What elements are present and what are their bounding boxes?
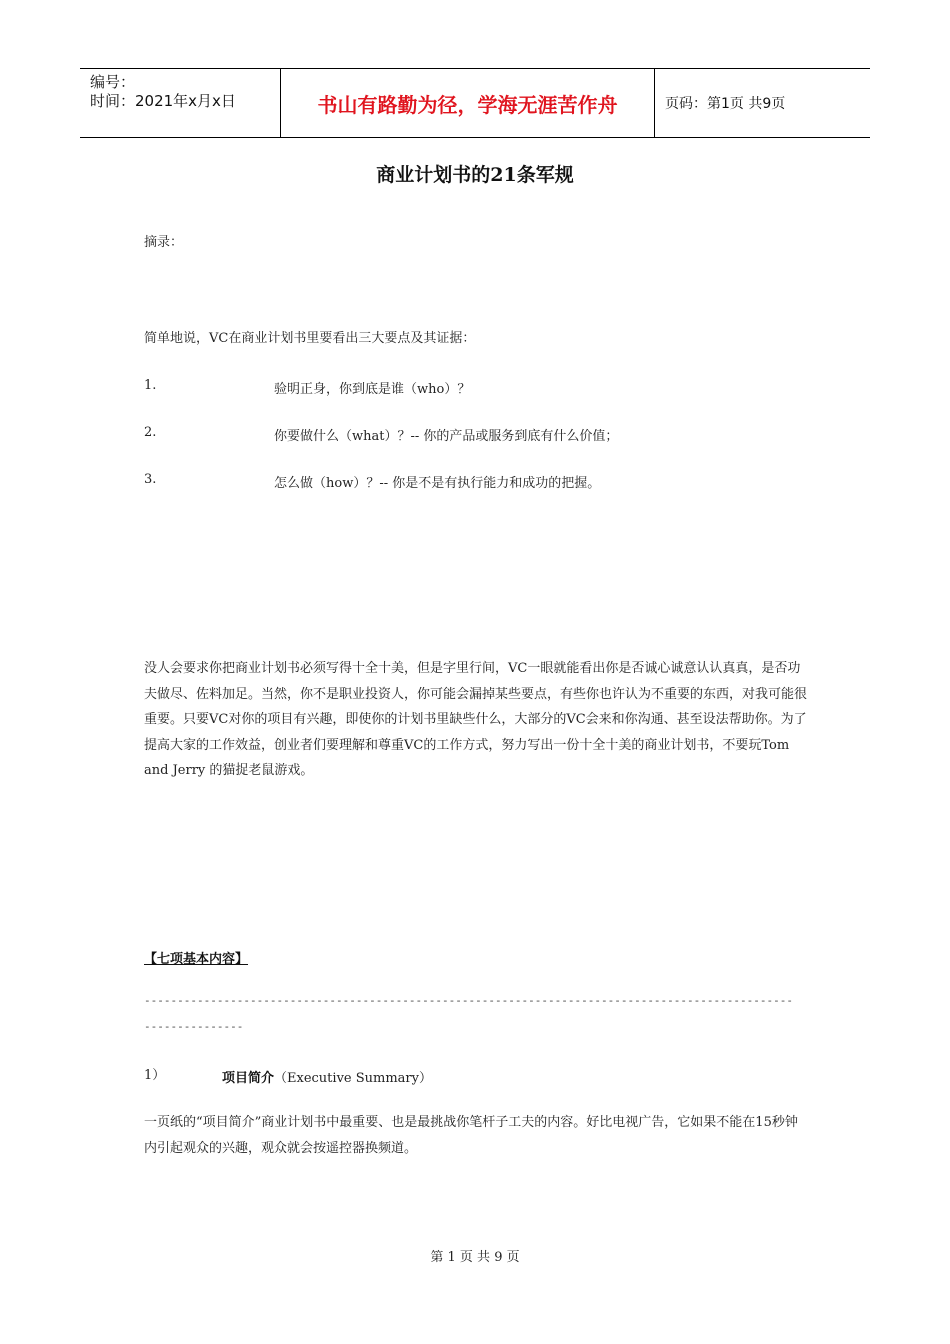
- section1-title-en: （Executive Summary）: [274, 1071, 432, 1086]
- intro-text: 简单地说，VC在商业计划书里要看出三大要点及其证据：: [144, 331, 476, 346]
- point-text: 你要做什么（what）？-- 你的产品或服务到底有什么价值；: [274, 429, 619, 444]
- section1-heading: [222, 1067, 432, 1086]
- section1-body: 一页纸的“项目简介”商业计划书中最重要、也是最挑战你笔杆子工夫的内容。好比电视广告，它如果不能在15秒钟内引起观众的兴趣，观众就会按遥控器换频道。: [144, 1115, 798, 1156]
- point-number: 2.: [144, 425, 157, 440]
- body-paragraph: 没人会要求你把商业计划书必须写得十全十美，但是字里行间，VC一眼就能看出你是否诚心诚意认认真真，是否功夫做尽、佐料加足。当然，你不是职业投资人，你可能会漏掉某些要点，有些你也许认为不重要的东西，对我可能很重要。只要VC对你的项目有兴趣，即使你的计划书里缺些什么，大部分的VC会来和你沟通、甚至设法帮助你。为了提高大家的工作效益，创业者们要理解和尊重VC的工作方式，努力写出一份十全十美的商业计划书，不要玩Tom and Jerry 的猫捉老鼠游戏。: [144, 661, 808, 778]
- time-label: 时间：2021年x月x日: [90, 92, 236, 110]
- dash-divider-tail: ---------------: [144, 1020, 244, 1033]
- excerpt-label: 摘录：: [144, 235, 184, 250]
- document-title: 商业计划书的21条军规: [376, 164, 574, 186]
- section1-title: 项目简介: [222, 1071, 275, 1086]
- number-label: 编号：: [90, 73, 136, 91]
- point-text: 验明正身，你到底是谁（who）？: [274, 382, 471, 397]
- section-heading: 【七项基本内容】: [144, 952, 249, 967]
- page-footer: 第 1 页 共 9 页: [430, 1250, 520, 1265]
- section1-number: 1）: [144, 1068, 166, 1083]
- point-number: 1.: [144, 378, 157, 393]
- dash-divider: --------------------------------------------------------------------------------------------------: [144, 994, 794, 1007]
- header-meta: [80, 69, 281, 137]
- header-motto: 书山有路勤为径，学海无涯苦作舟: [281, 69, 655, 137]
- header-page-label: 页码：第1页 共9页: [665, 96, 786, 112]
- point-text: 怎么做（how）？-- 你是不是有执行能力和成功的把握。: [274, 476, 601, 491]
- page-header: [80, 68, 870, 138]
- point-number: 3.: [144, 472, 157, 487]
